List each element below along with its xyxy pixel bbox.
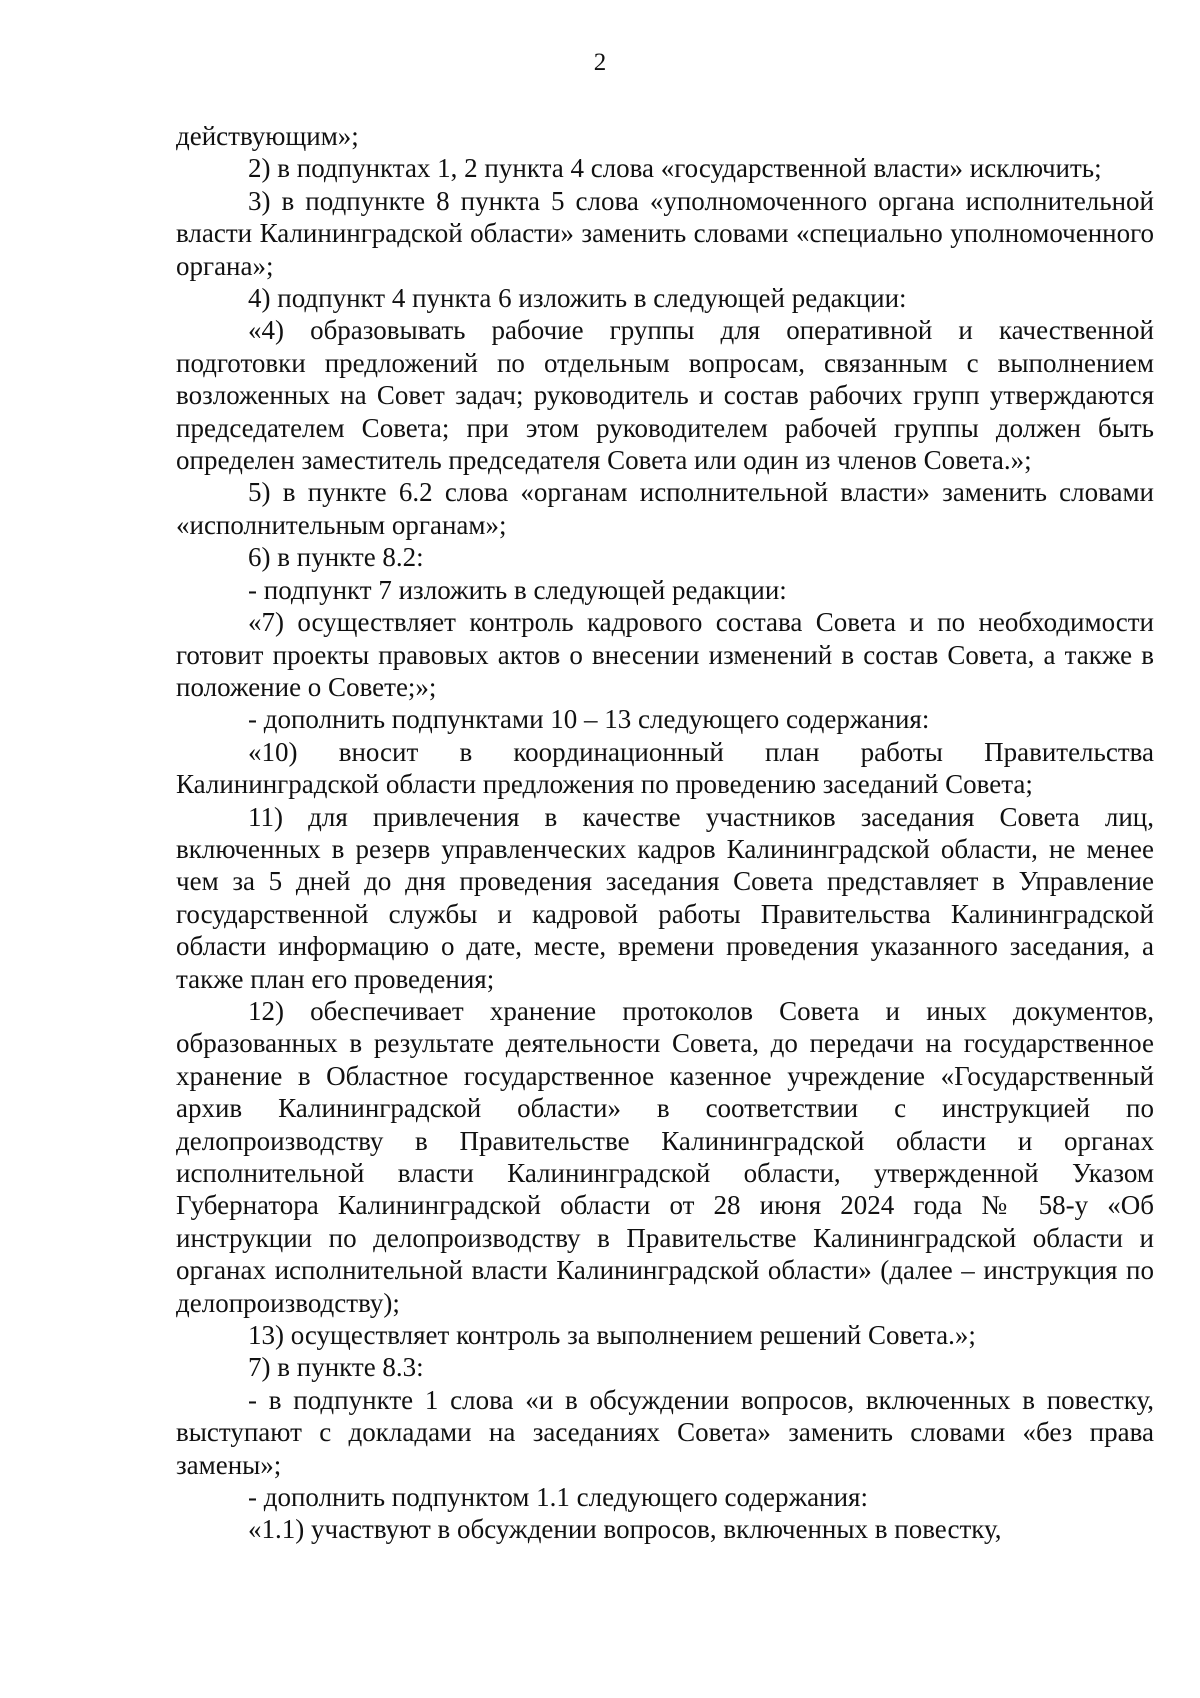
paragraph: 11) для привлечения в качестве участников заседания Совета лиц, включенных в резерв управленческих кадров Калининградской области, не менее чем за 5 дней до дня проведения заседания Совета представляет в Управление государственной службы и кадровой работы Правительства Калининградской области информацию о дате, месте, времени проведения указанного заседания, а также план его проведения; (176, 801, 1154, 994)
paragraph: «7) осуществляет контроль кадрового состава Совета и по необходимости готовит проекты правовых актов о внесении изменений в состав Совета, а также в положение о Совете;»; (176, 607, 1154, 702)
paragraph: «10) вносит в координационный план работы Правительства Калининградской области предложения по проведению заседаний Совета; (176, 736, 1154, 800)
paragraph: 5) в пункте 6.2 слова «органам исполнительной власти» заменить словами «исполнительным органам»; (176, 477, 1154, 540)
paragraph: «1.1) участвуют в обсуждении вопросов, включенных в повестку, (248, 1514, 1002, 1545)
paragraph: 3) в подпункте 8 пункта 5 слова «уполномоченного органа исполнительной власти Калининградской области» заменить словами «специально уполномоченного органа»; (176, 185, 1154, 281)
paragraph: 4) подпункт 4 пункта 6 изложить в следующей редакции: (248, 283, 907, 314)
document-body (176, 120, 1154, 1546)
paragraph: 7) в пункте 8.3: (248, 1352, 424, 1383)
paragraph: 12) обеспечивает хранение протоколов Совета и иных документов, образованных в результате деятельности Совета, до передачи на государственное хранение в Областное государственное казенное учреждение «Государственный архив Калининградской области» в соответствии с инструкцией по делопроизводству в Правительстве Калининградской области и органах исполнительной власти Калининградской области, утвержденной Указом Губернатора Калининградской области от 28 июня 2024 года № 58-у «Об инструкции по делопроизводству в Правительстве Калининградской области и органах исполнительной власти Калининградской области» (далее – инструкция по делопроизводству); (176, 995, 1154, 1318)
paragraph: - дополнить подпунктом 1.1 следующего содержания: (248, 1482, 868, 1513)
paragraph: 13) осуществляет контроль за выполнением решений Совета.»; (248, 1320, 976, 1351)
paragraph: - в подпункте 1 слова «и в обсуждении вопросов, включенных в повестку, выступают с докладами на заседаниях Совета» заменить словами «без права замены»; (176, 1384, 1154, 1480)
paragraph: - дополнить подпунктами 10 – 13 следующего содержания: (248, 704, 930, 735)
paragraph: 6) в пункте 8.2: (248, 542, 424, 573)
paragraph: - подпункт 7 изложить в следующей редакции: (248, 574, 787, 605)
paragraph: 2) в подпунктах 1, 2 пункта 4 слова «государственной власти» исключить; (248, 153, 1102, 184)
page-number: 2 (593, 49, 607, 76)
paragraph: действующим»; (176, 121, 359, 151)
paragraph: «4) образовывать рабочие группы для оперативной и качественной подготовки предложений по отдельным вопросам, связанным с выполнением возложенных на Совет задач; руководитель и состав рабочих групп утверждаются председателем Совета; при этом руководителем рабочей группы должен быть определен заместитель председателя Совета или один из членов Совета.»; (176, 315, 1154, 476)
